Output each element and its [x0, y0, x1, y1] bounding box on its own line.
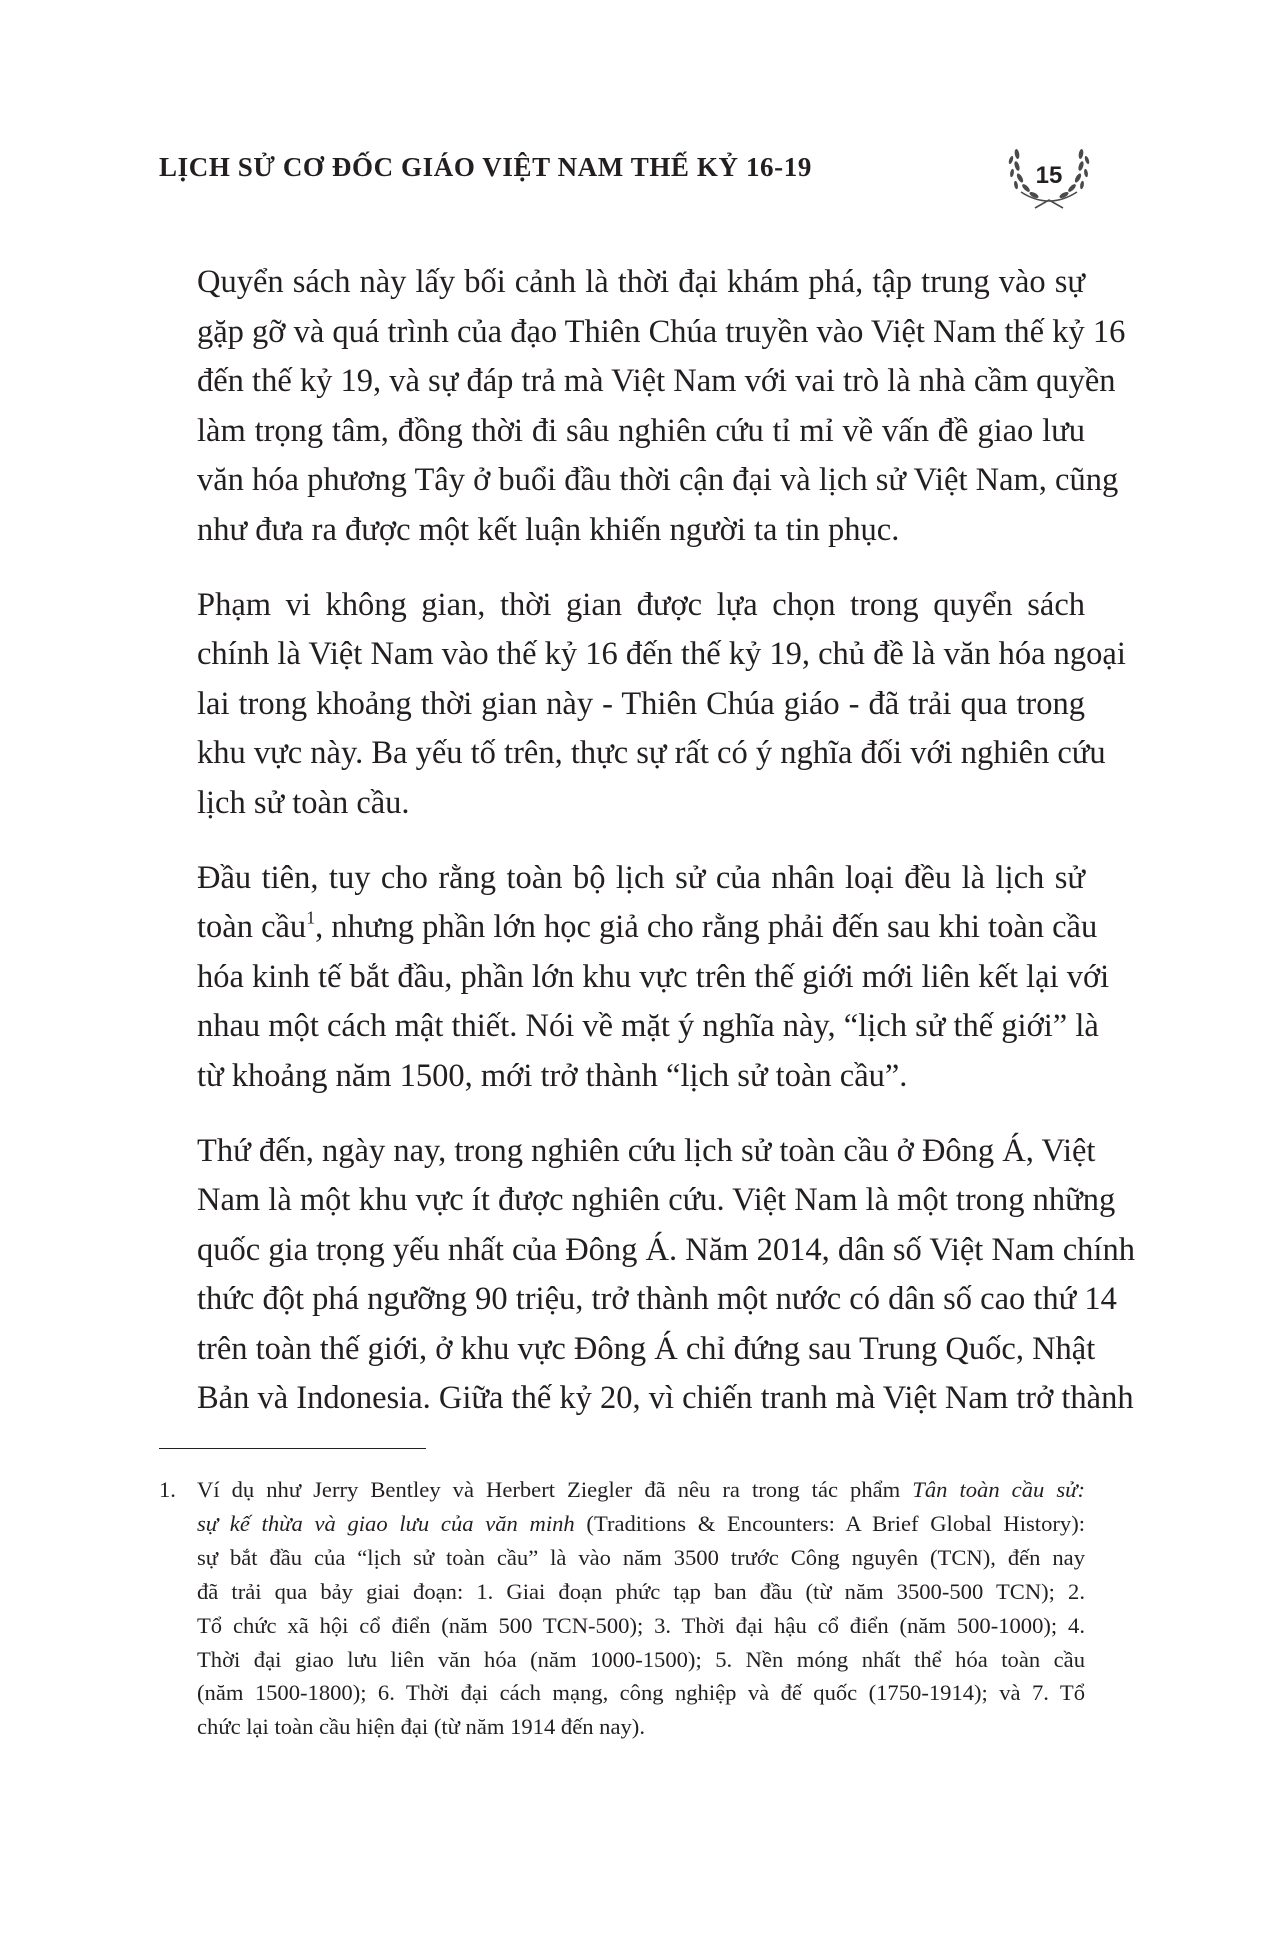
page-number: 15	[1035, 162, 1063, 189]
text-segment: , nhưng phần lớn học giả cho rằng phải đến sau khi toàn cầu	[315, 909, 1098, 946]
footnote-1	[159, 1473, 1085, 1744]
text-line: Quyển sách này lấy bối cảnh là thời đại khám phá, tập trung vào sự	[197, 264, 1085, 300]
body-text	[157, 258, 1135, 1449]
footnote-line: Thời đại giao lưu liên văn hóa (năm 1000-1500); 5. Nền móng nhất thể hóa toàn cầu	[197, 1646, 1085, 1672]
text-line: lịch sử toàn cầu.	[197, 784, 410, 821]
paragraph-3	[157, 854, 1110, 1102]
text-line: đến thế kỷ 19, và sự đáp trả mà Việt Nam với vai trò là nhà cầm quyền	[197, 363, 1116, 400]
text-line: làm trọng tâm, đồng thời đi sâu nghiên cứu tỉ mỉ về vấn đề giao lưu	[197, 412, 1085, 449]
text-line: Phạm vi không gian, thời gian được lựa chọn trong quyển sách	[197, 586, 1085, 623]
text-line: khu vực này. Ba yếu tố trên, thực sự rất có ý nghĩa đối với nghiên cứu	[197, 735, 1106, 772]
text-line: nhau một cách mật thiết. Nói về mặt ý nghĩa này, “lịch sử thế giới” là	[197, 1008, 1099, 1045]
text-line: thức đột phá ngưỡng 90 triệu, trở thành một nước có dân số cao thứ 14	[197, 1281, 1117, 1318]
running-header-title: LỊCH SỬ CƠ ĐỐC GIÁO VIỆT NAM THẾ KỶ 16-19	[159, 152, 812, 182]
footnote-reference[interactable]: 1	[306, 907, 316, 928]
text-segment: (Traditions & Encounters: A Brief Global History):	[574, 1510, 1085, 1536]
text-line: Thứ đến, ngày nay, trong nghiên cứu lịch sử toàn cầu ở Đông Á, Việt	[197, 1132, 1096, 1169]
paragraph-4	[157, 1127, 1135, 1425]
text-line: từ khoảng năm 1500, mới trở thành “lịch sử toàn cầu”.	[197, 1057, 908, 1094]
footnote-divider	[159, 1448, 426, 1449]
text-line: quốc gia trọng yếu nhất của Đông Á. Năm 2014, dân số Việt Nam chính	[197, 1231, 1135, 1268]
text-segment: toàn cầu	[197, 909, 307, 946]
footnote-line: sự bắt đầu của “lịch sử toàn cầu” là vào năm 3500 trước Công nguyên (TCN), đến nay	[197, 1544, 1085, 1570]
footnote-line: chức lại toàn cầu hiện đại (từ năm 1914 đến nay).	[197, 1714, 645, 1740]
text-line: lai trong khoảng thời gian này - Thiên Chúa giáo - đã trải qua trong	[197, 685, 1085, 722]
paragraph-1	[157, 258, 1126, 556]
text-line: Bản và Indonesia. Giữa thế kỷ 20, vì chiến tranh mà Việt Nam trở thành	[197, 1380, 1134, 1417]
text-segment: Ví dụ như Jerry Bentley và Herbert Ziegler đã nêu ra trong tác phẩm	[197, 1477, 913, 1502]
text-line: chính là Việt Nam vào thế kỷ 16 đến thế kỷ 19, chủ đề là văn hóa ngoại	[197, 636, 1126, 673]
book-title: Tân toàn cầu sử:	[912, 1477, 1085, 1502]
text-line: trên toàn thế giới, ở khu vực Đông Á chỉ đứng sau Trung Quốc, Nhật	[197, 1330, 1096, 1367]
text-line: Đầu tiên, tuy cho rằng toàn bộ lịch sử của nhân loại đều là lịch sử	[197, 859, 1085, 896]
footnote-line	[197, 1507, 1085, 1541]
footnote-number: 1.	[159, 1477, 176, 1502]
footnote-body	[197, 1473, 1085, 1744]
page-number-badge	[1003, 148, 1095, 220]
book-title: sự kế thừa và giao lưu của văn minh	[197, 1510, 575, 1536]
text-line: như đưa ra được một kết luận khiến người ta tin phục.	[197, 511, 900, 548]
text-line: gặp gỡ và quá trình của đạo Thiên Chúa truyền vào Việt Nam thế kỷ 16	[197, 313, 1126, 350]
paragraph-2	[157, 581, 1126, 829]
text-line: Nam là một khu vực ít được nghiên cứu. Việt Nam là một trong những	[197, 1182, 1116, 1219]
footnote-line: đã trải qua bảy giai đoạn: 1. Giai đoạn phức tạp ban đầu (từ năm 3500-500 TCN); 2.	[197, 1578, 1085, 1604]
text-line: văn hóa phương Tây ở buổi đầu thời cận đại và lịch sử Việt Nam, cũng	[197, 462, 1119, 499]
footnote-line: Tổ chức xã hội cổ điển (năm 500 TCN-500); 3. Thời đại hậu cổ điển (năm 500-1000); 4.	[197, 1612, 1085, 1638]
footnote-line: (năm 1500-1800); 6. Thời đại cách mạng, công nghiệp và đế quốc (1750-1914); và 7. Tổ	[197, 1680, 1085, 1706]
text-line: hóa kinh tế bắt đầu, phần lớn khu vực trên thế giới mới liên kết lại với	[197, 958, 1110, 995]
text-line	[157, 903, 1098, 953]
footnote-line	[197, 1473, 1085, 1507]
